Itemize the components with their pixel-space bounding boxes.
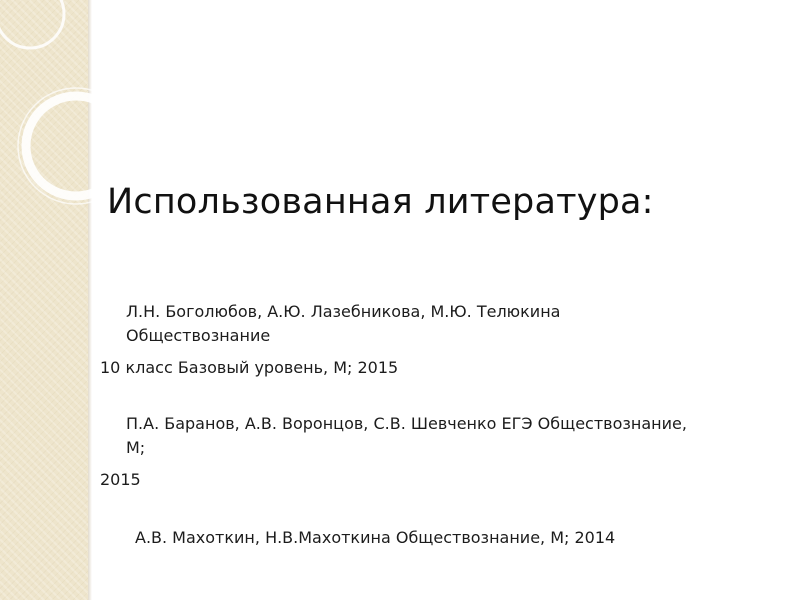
references-list bbox=[100, 300, 780, 550]
reference-2-detail: 2015 bbox=[100, 470, 141, 489]
reference-3-authors: А.В. Махоткин, Н.В.Махоткина Обществознание, М; 2014 bbox=[135, 528, 616, 547]
reference-1-authors: Л.Н. Боголюбов, А.Ю. Лазебникова, М.Ю. Телюкина Обществознание bbox=[126, 302, 561, 345]
reference-2-authors: П.А. Баранов, А.В. Воронцов, С.В. Шевченко ЕГЭ Обществознание, М; bbox=[126, 414, 687, 457]
slide-title: Использованная литература: bbox=[107, 182, 654, 222]
reference-1-detail: 10 класс Базовый уровень, М; 2015 bbox=[100, 358, 399, 377]
decorative-ring-top bbox=[0, 0, 64, 48]
decorative-ring-large bbox=[26, 96, 126, 196]
